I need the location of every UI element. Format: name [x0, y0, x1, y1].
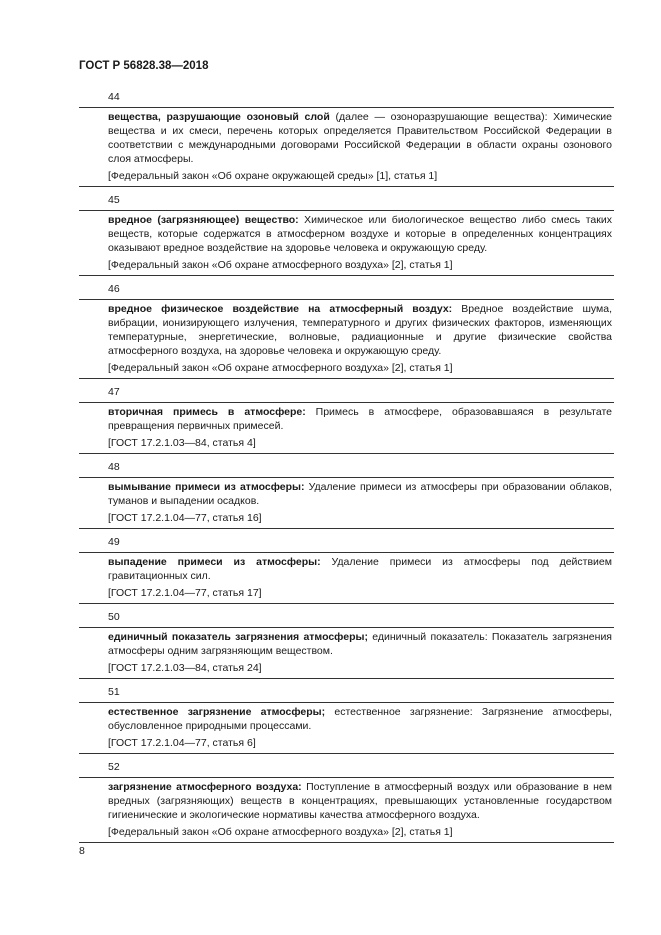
- entry-box: [79, 627, 614, 679]
- page-number: 8: [79, 845, 85, 857]
- entry-box: [79, 299, 614, 379]
- term-entries: [79, 91, 614, 850]
- entry-definition-text: (далее — озоноразрушающие вещества): Химические вещества и их смеси, перечень которых определяется Правительством Российской Федерации в соответствии с международными договорами Российской Федерации в области охраны озонового слоя атмосферы.: [108, 111, 612, 165]
- entry-definition: [108, 705, 612, 733]
- entry-definition-text: Удаление примеси из атмосферы под действием гравитационных сил.: [108, 556, 612, 582]
- entry-source: [ГОСТ 17.2.1.03—84, статья 24]: [108, 662, 262, 674]
- entry-number: 46: [108, 283, 120, 295]
- entry-number: 50: [108, 611, 120, 623]
- entry-definition: [108, 480, 612, 508]
- entry-definition-text: Вредное воздействие шума, вибрации, ионизирующего излучения, температурного и других физических факторов, изменяющих температурные, энергетические, волновые, радиационные и другие физические свойства атмосферного воздуха, на здоровье человека и окружающую среду.: [108, 303, 612, 357]
- entry-box: [79, 107, 614, 187]
- entry-definition: [108, 405, 612, 433]
- entry-source: [Федеральный закон «Об охране атмосферного воздуха» [2], статья 1]: [108, 259, 453, 271]
- entry-definition: [108, 213, 612, 255]
- term-entry: [79, 536, 614, 604]
- entry-source: [Федеральный закон «Об охране атмосферного воздуха» [2], статья 1]: [108, 826, 453, 838]
- entry-source: [Федеральный закон «Об охране окружающей среды» [1], статья 1]: [108, 170, 438, 182]
- entry-definition-text: единичный показатель: Показатель загрязнения атмосферы одним загрязняющим веществом.: [108, 631, 612, 657]
- entry-term: вторичная примесь в атмосфере:: [108, 406, 306, 418]
- term-entry: [79, 686, 614, 754]
- entry-term: вредное физическое воздействие на атмосферный воздух:: [108, 303, 453, 315]
- term-entry: [79, 386, 614, 454]
- entry-term: выпадение примеси из атмосферы:: [108, 556, 321, 568]
- entry-definition: [108, 110, 612, 166]
- term-entry: [79, 611, 614, 679]
- entry-definition: [108, 555, 612, 583]
- term-entry: [79, 91, 614, 187]
- entry-number: 49: [108, 536, 120, 548]
- entry-number: 48: [108, 461, 120, 473]
- entry-term: загрязнение атмосферного воздуха:: [108, 781, 302, 793]
- entry-definition: [108, 302, 612, 358]
- term-entry: [79, 761, 614, 843]
- entry-term: вещества, разрушающие озоновый слой: [108, 111, 330, 123]
- document-header: ГОСТ Р 56828.38—2018: [79, 60, 209, 72]
- entry-term: вымывание примеси из атмосферы:: [108, 481, 305, 493]
- entry-number: 51: [108, 686, 120, 698]
- entry-term: естественное загрязнение атмосферы;: [108, 706, 326, 718]
- entry-definition: [108, 780, 612, 822]
- entry-box: [79, 777, 614, 843]
- entry-number: 52: [108, 761, 120, 773]
- entry-definition-text: естественное загрязнение: Загрязнение атмосферы, обусловленное природными процессами.: [108, 706, 612, 732]
- entry-term: единичный показатель загрязнения атмосферы;: [108, 631, 368, 643]
- entry-box: [79, 402, 614, 454]
- term-entry: [79, 283, 614, 379]
- entry-source: [ГОСТ 17.2.1.04—77, статья 6]: [108, 737, 256, 749]
- entry-source: [ГОСТ 17.2.1.04—77, статья 17]: [108, 587, 262, 599]
- entry-term: вредное (загрязняющее) вещество:: [108, 214, 299, 226]
- term-entry: [79, 461, 614, 529]
- entry-source: [Федеральный закон «Об охране атмосферного воздуха» [2], статья 1]: [108, 362, 453, 374]
- entry-box: [79, 552, 614, 604]
- entry-box: [79, 210, 614, 276]
- entry-source: [ГОСТ 17.2.1.04—77, статья 16]: [108, 512, 262, 524]
- entry-number: 44: [108, 91, 120, 103]
- entry-definition-text: Удаление примеси из атмосферы при образовании облаков, туманов и выпадении осадков.: [108, 481, 613, 507]
- entry-box: [79, 702, 614, 754]
- entry-definition-text: Примесь в атмосфере, образовавшаяся в результате превращения первичных примесей.: [108, 406, 612, 432]
- entry-definition-text: Химическое или биологическое вещество либо смесь таких веществ, которые содержатся в атмосферном воздухе и которые в определенных концентрациях оказывают вредное воздействие на здоровье человека и окружающую среду.: [108, 214, 612, 254]
- entry-number: 45: [108, 194, 120, 206]
- entry-number: 47: [108, 386, 120, 398]
- entry-source: [ГОСТ 17.2.1.03—84, статья 4]: [108, 437, 256, 449]
- entry-definition-text: Поступление в атмосферный воздух или образование в нем вредных (загрязняющих) веществ в концентрациях, превышающих установленные государством гигиенические и экологические нормативы качества атмосферного воздуха.: [108, 781, 612, 821]
- term-entry: [79, 194, 614, 276]
- entry-box: [79, 477, 614, 529]
- entry-definition: [108, 630, 612, 658]
